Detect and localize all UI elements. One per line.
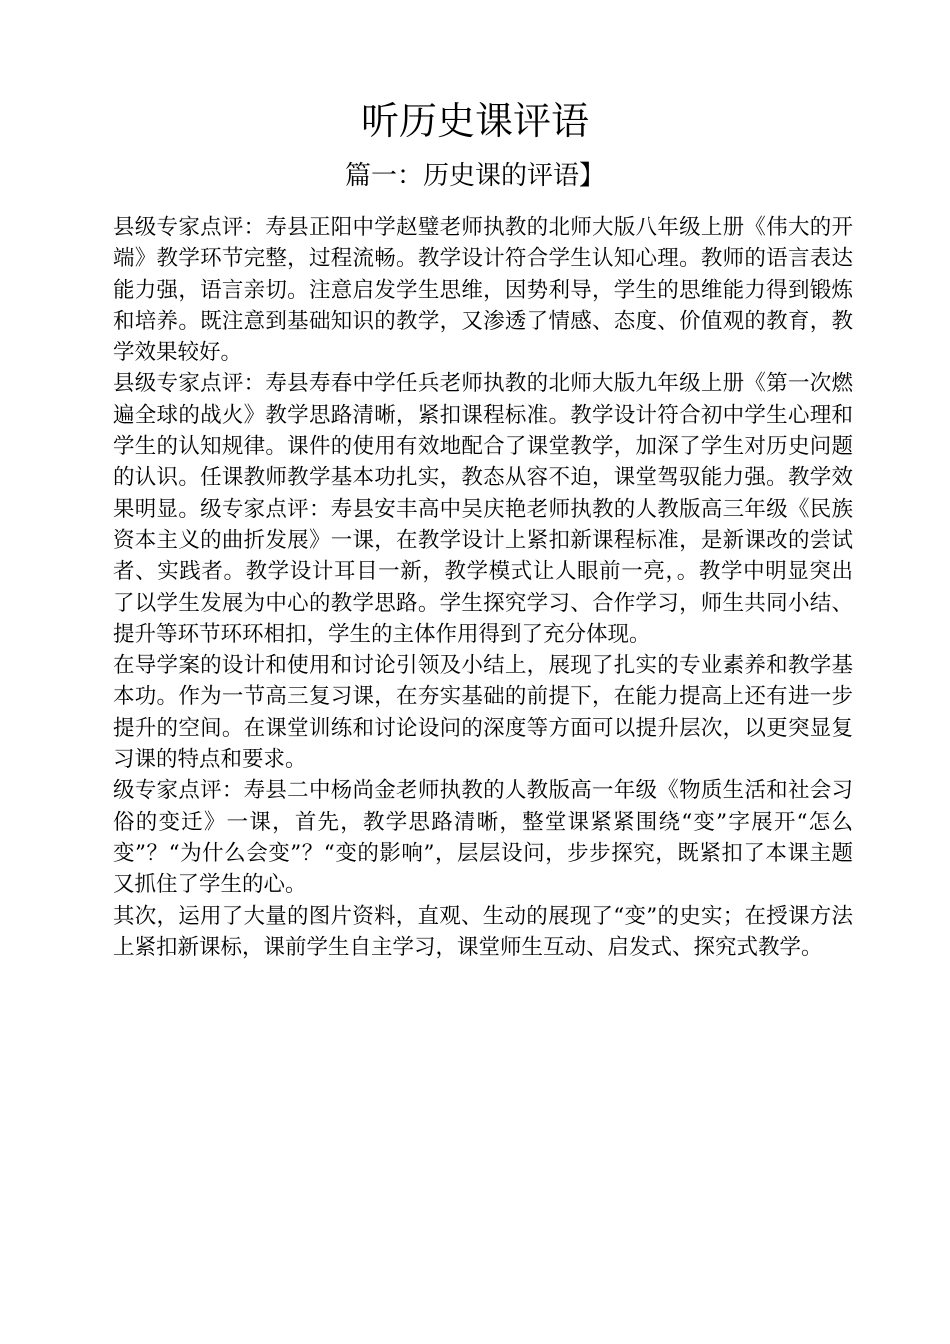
paragraph: 级专家点评：寿县二中杨尚金老师执教的人教版高一年级《物质生活和社会习俗的变迁》一课，首先，教学思路清晰，整堂课紧紧围绕“变”字展开“怎么变”？“为什么会变”？“变的影响”，层层设问，步步探究，既紧扣了本课主题又抓住了学生的心。 <box>113 778 853 898</box>
document-body <box>113 212 853 963</box>
paragraph: 县级专家点评：寿县寿春中学任兵老师执教的北师大版九年级上册《第一次燃遍全球的战火》教学思路清晰，紧扣课程标准。教学设计符合初中学生心理和学生的认知规律。课件的使用有效地配合了课堂教学，加深了学生对历史问题的认识。任课教师教学基本功扎实，教态从容不迫，课堂驾驭能力强。教学效果明显。级专家点评：寿县安丰高中吴庆艳老师执教的人教版高三年级《民族资本主义的曲折发展》一课，在教学设计上紧扣新课程标准，是新课改的尝试者、实践者。教学设计耳目一新，教学模式让人眼前一亮，。教学中明显突出了以学生发展为中心的教学思路。学生探究学习、合作学习，师生共同小结、提升等环节环环相扣，学生的主体作用得到了充分体现。 <box>113 371 853 647</box>
paragraph: 县级专家点评：寿县正阳中学赵璧老师执教的北师大版八年级上册《伟大的开端》教学环节完整，过程流畅。教学设计符合学生认知心理。教师的语言表达能力强，语言亲切。注意启发学生思维，因势利导，学生的思维能力得到锻炼和培养。既注意到基础知识的教学，又渗透了情感、态度、价值观的教育，教学效果较好。 <box>113 215 853 366</box>
document-subtitle: 篇一：历史课的评语】 <box>344 161 605 191</box>
paragraph: 其次，运用了大量的图片资料，直观、生动的展现了“变”的史实；在授课方法上紧扣新课标，课前学生自主学习，课堂师生互动、启发式、探究式教学。 <box>113 903 853 960</box>
document-title: 听历史课评语 <box>360 99 589 143</box>
paragraph: 在导学案的设计和使用和讨论引领及小结上，展现了扎实的专业素养和教学基本功。作为一节高三复习课，在夯实基础的前提下，在能力提高上还有进一步提升的空间。在课堂训练和讨论设问的深度等方面可以提升层次，以更突显复习课的特点和要求。 <box>113 653 853 773</box>
